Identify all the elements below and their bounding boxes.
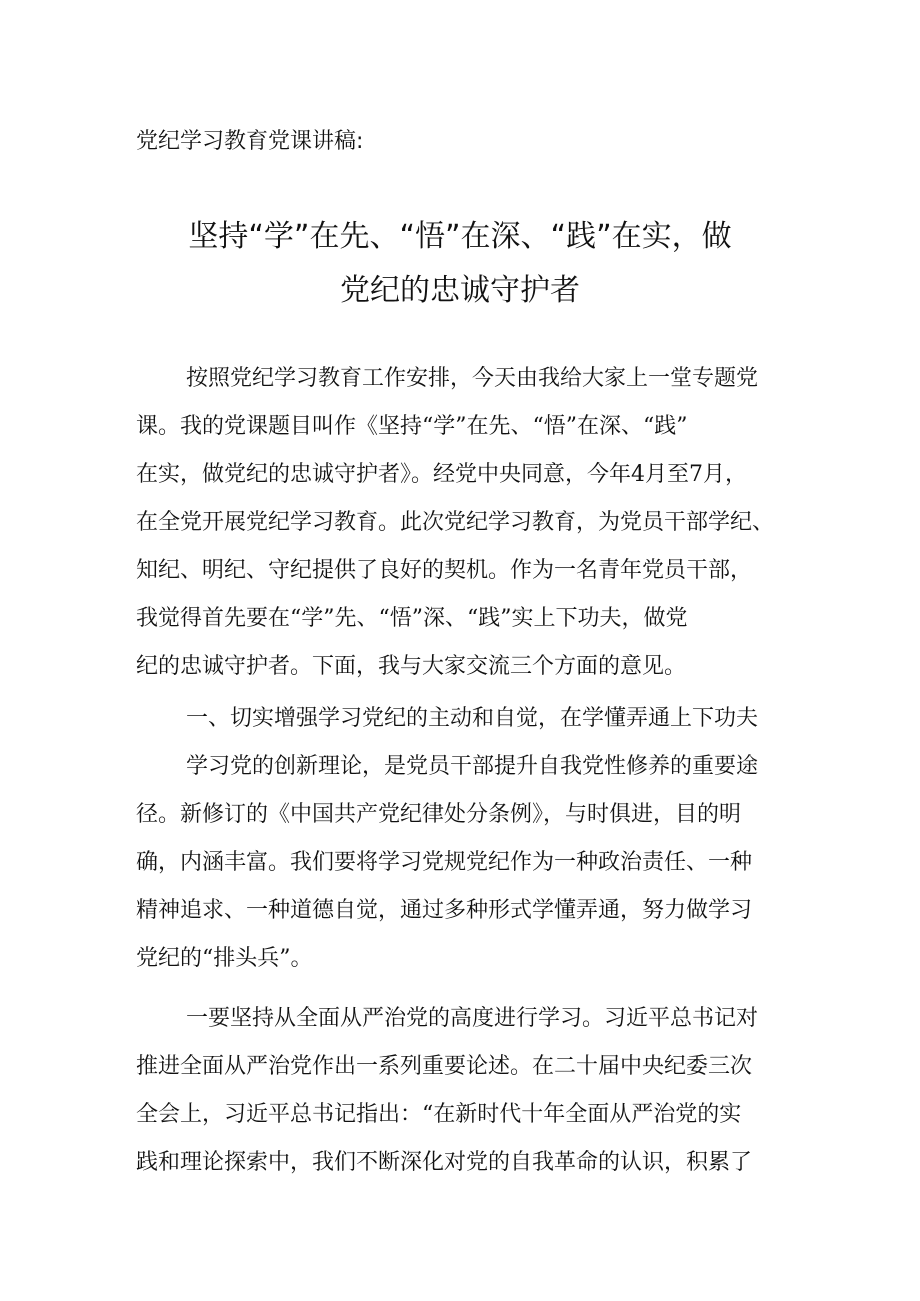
- text-line: 一要坚持从全面从严治党的高度进行学习。习近平总书记对: [186, 1006, 759, 1031]
- text-line: 践和理论探索中，我们不断深化对党的自我革命的认识，积累了: [136, 1150, 753, 1175]
- text-line: 知纪、明纪、守纪提供了良好的契机。作为一名青年党员干部，: [136, 558, 753, 583]
- text-line: 推进全面从严治党作出一系列重要论述。在二十届中央纪委三次: [136, 1054, 753, 1079]
- title-line-1: 坚持“学”在先、“悟”在深、“践”在实，做: [188, 219, 732, 254]
- text-line: 确，内涵丰富。我们要将学习党规党纪作为一种政治责任、一种: [136, 850, 753, 875]
- text-line: 按照党纪学习教育工作安排，今天由我给大家上一堂专题党: [186, 366, 759, 391]
- text-line: 课。我的党课题目叫作《坚持“学”在先、“悟”在深、“践”: [136, 414, 688, 439]
- text-line: 在实，做党纪的忠诚守护者》。经党中央同意，今年4月至7月，: [136, 462, 747, 487]
- text-line: 精神追求、一种道德自觉，通过多种形式学懂弄通，努力做学习: [136, 898, 753, 923]
- text-line: 在全党开展党纪学习教育。此次党纪学习教育，为党员干部学纪、: [136, 510, 775, 535]
- text-line: 我觉得首先要在“学”先、“悟”深、“践”实上下功夫，做党: [136, 606, 688, 631]
- text-line: 全会上，习近平总书记指出：“在新时代十年全面从严治党的实: [136, 1102, 742, 1127]
- title-line-2: 党纪的忠诚守护者: [340, 273, 580, 308]
- text-line: 学习党的创新理论，是党员干部提升自我党性修养的重要途: [186, 754, 759, 779]
- document-label: 党纪学习教育党课讲稿:: [136, 129, 364, 154]
- document-title: [100, 210, 820, 318]
- text-line: 纪的忠诚守护者。下面，我与大家交流三个方面的意见。: [136, 654, 687, 679]
- text-line: 径。新修订的《中国共产党纪律处分条例》，与时俱进，目的明: [136, 802, 742, 827]
- text-line: 党纪的“排头兵”。: [136, 946, 313, 971]
- section-heading-1: 一、切实增强学习党纪的主动和自觉，在学懂弄通上下功夫: [186, 706, 759, 731]
